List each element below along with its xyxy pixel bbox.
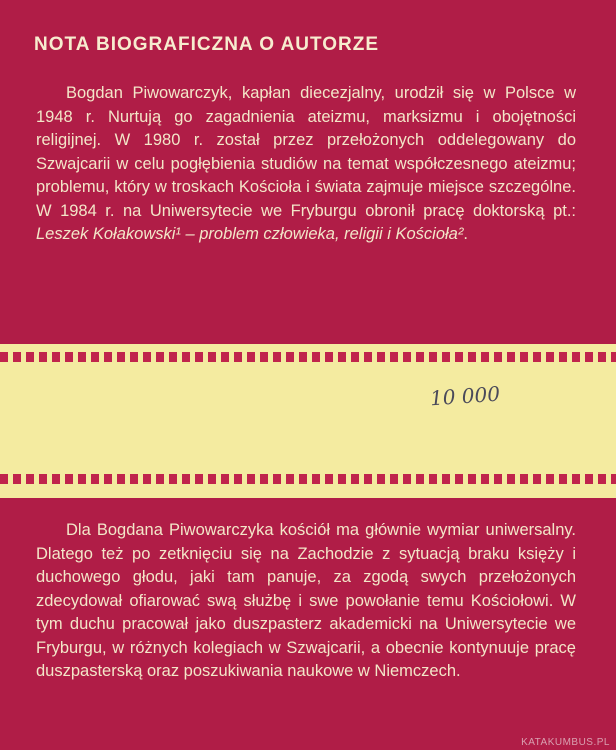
perforation-top [0, 352, 616, 362]
biography-text-end: . [463, 225, 468, 243]
dissertation-title: Leszek Kołakowski¹ – problem człowieka, religii i Kościoła² [36, 225, 464, 243]
section-heading: NOTA BIOGRAFICZNA O AUTORZE [34, 34, 380, 55]
sticker-strip [0, 344, 616, 498]
biography-paragraph [36, 82, 576, 247]
biography-text: Bogdan Piwowarczyk, kapłan diecezjalny, urodził się w Polsce w 1948 r. Nurtują go zagadnienia ateizmu, marksizmu i obojętności religijnej. W 1980 r. został przez przełożonych oddelegowany do Szwajcarii w celu pogłębienia studiów na temat współczesnego ateizmu; problemu, który w troskach Kościoła i świata zajmuje miejsce szczególne. W 1984 r. na Uniwersytecie we Fryburgu obronił pracę doktorską pt.: [36, 84, 576, 220]
watermark: KATAKUMBUS.PL [521, 737, 610, 748]
handwritten-price-note: 10 000 [429, 381, 501, 411]
perforation-bottom [0, 474, 616, 484]
mission-paragraph: Dla Bogdana Piwowarczyka kościół ma głównie wymiar uniwersalny. Dlatego też po zetknięciu się na Zachodzie z sytuacją braku księży i duchowego głodu, jaki tam panuje, za zgodą swych przełożonych zdecydował ofiarować swą służbę i swe powołanie temu Kościołowi. W tym duchu pracował jako duszpasterz akademicki na Uniwersytecie we Fryburgu, w różnych kolegiach w Szwajcarii, a obecnie kontynuuje pracę duszpasterską oraz poszukiwania naukowe w Niemczech. [36, 521, 576, 680]
